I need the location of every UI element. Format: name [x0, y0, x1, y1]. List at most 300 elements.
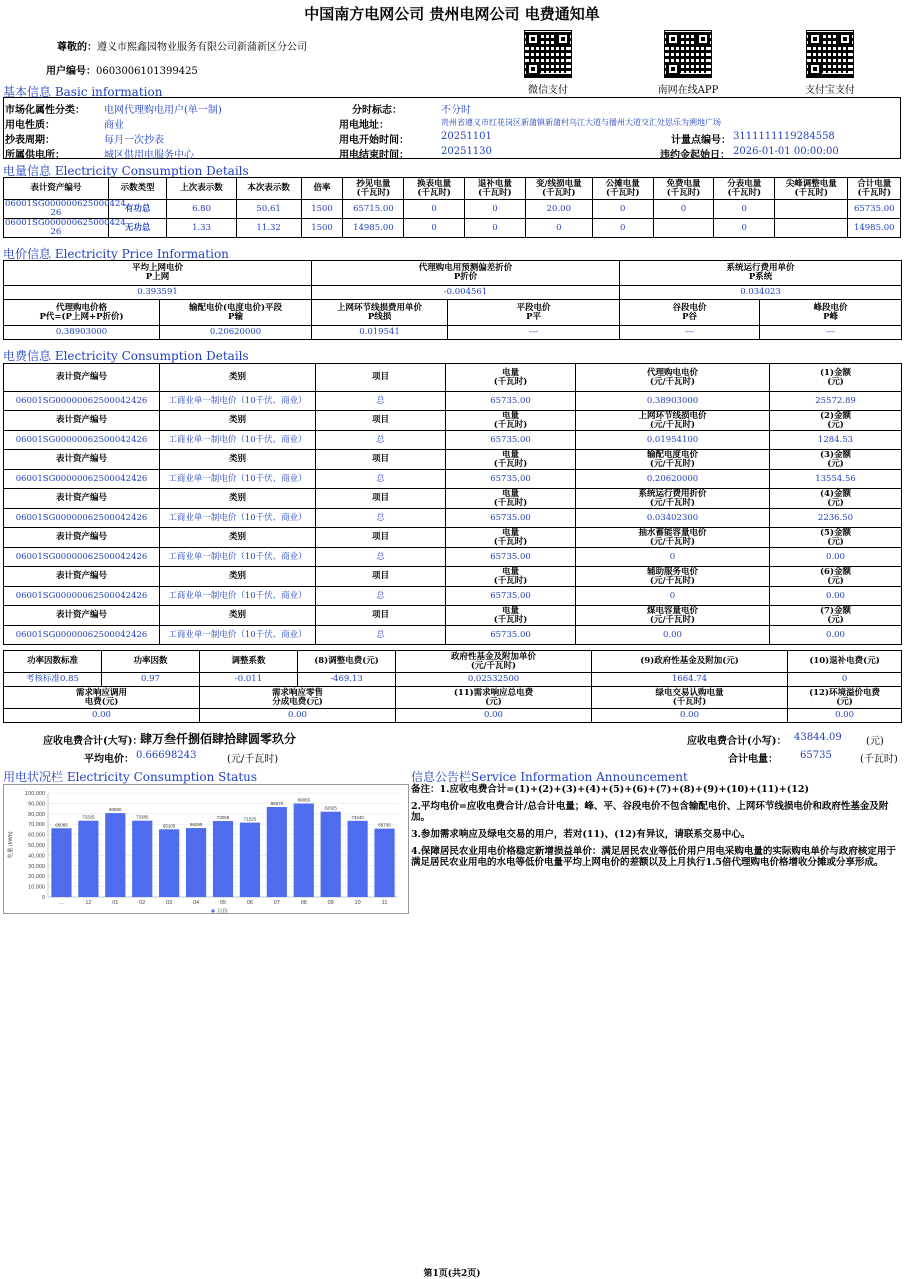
chart-bar: [186, 828, 206, 897]
table-cell: 20.00: [525, 200, 592, 219]
table-cell: 50.61: [236, 200, 301, 219]
x-tick-label: 02: [139, 900, 146, 906]
table-row: [4, 587, 902, 606]
wechat-qr-code[interactable]: [524, 30, 572, 78]
energy-total-value: 65735: [800, 750, 832, 761]
table-cell: 总: [316, 392, 446, 411]
column-header: 上网环节线损费用单价 P线损: [312, 300, 448, 326]
table-cell: 0.034023: [620, 286, 902, 300]
table-row: [4, 567, 902, 587]
chart-bar: [132, 821, 152, 897]
table-cell: 0.00: [4, 709, 200, 723]
x-tick-label: 06: [246, 900, 253, 906]
usage-type-label: 用电性质：: [5, 120, 55, 131]
y-tick-label: 100,000: [25, 791, 45, 797]
table-cell: 65735.00: [446, 626, 576, 645]
basic-info-box: [3, 97, 901, 159]
column-header: 输配电度电价 (元/千瓦时): [576, 450, 770, 470]
table-cell: 总: [316, 470, 446, 489]
column-header: 电量 (千瓦时): [446, 450, 576, 470]
table-cell: 06001SG00000062500042426: [4, 548, 160, 567]
column-header: 平段电价 P平: [448, 300, 620, 326]
table-row: [4, 606, 902, 626]
avg-price-label: 平均电价：: [84, 754, 134, 765]
table-cell: 06001SG000000625000424 26: [5, 218, 126, 237]
notice-list: [411, 784, 901, 874]
table-row: [4, 450, 902, 470]
table-cell: 06001SG00000062500042426: [4, 587, 160, 606]
table-cell: 2236.50: [770, 509, 902, 528]
page-number: 第1页(共2页): [423, 1269, 481, 1279]
table-cell: 总: [316, 587, 446, 606]
tou-value: 不分时: [441, 105, 471, 116]
table-cell: 工商业单一制电价（10千伏、商业）: [160, 431, 316, 450]
customer-name: 遵义市熙鑫园物业服务有限公司新蒲新区分公司: [97, 42, 307, 53]
table-cell: 06001SG00000062500042426: [4, 431, 160, 450]
y-tick-label: 40,000: [28, 853, 45, 860]
csg-app-qr-label: 南网在线APP: [657, 85, 719, 96]
table-cell: 0: [465, 200, 526, 219]
table-cell: 0: [714, 219, 775, 238]
meter-point-value: 3111111119284558: [733, 131, 835, 142]
column-header: (7)金额 (元): [770, 606, 902, 626]
read-cycle-value: 每月一次抄表: [104, 135, 164, 146]
table-row: [4, 673, 902, 687]
y-tick-label: 0: [41, 895, 45, 901]
table-cell: 0: [653, 200, 714, 219]
market-class-label: 市场化属性分类：: [5, 105, 85, 116]
table-row: [4, 200, 901, 219]
station-value: 城区供用电服务中心: [104, 150, 194, 161]
table-row: [4, 411, 902, 431]
table-cell: 0.00: [200, 709, 396, 723]
column-header: 表计资产编号: [4, 606, 160, 626]
table-cell: 06001SG00000062500042426: [4, 509, 160, 528]
table-cell: 0.00: [788, 709, 902, 723]
column-header: (5)金额 (元): [770, 528, 902, 548]
data-label: 82025: [324, 805, 337, 811]
table-cell: 有功总: [108, 200, 167, 219]
table-row: [4, 651, 902, 673]
table-cell: 0.02532500: [396, 673, 592, 687]
notice-section-title: 信息公告栏Service Information Announcement: [411, 770, 688, 784]
table-row: [4, 219, 901, 238]
notice-item: 备注：1.应收电费合计=(1)+(2)+(3)+(4)+(5)+(6)+(7)+(8)+(9)+(10)+(11)+(12): [411, 784, 809, 795]
x-tick-label: 04: [193, 900, 200, 906]
table-cell: 总: [316, 431, 446, 450]
table-row: [4, 626, 902, 645]
energy-total-label: 合计电量：: [728, 754, 778, 765]
table-cell: 工商业单一制电价（10千伏、商业）: [160, 587, 316, 606]
column-header: 电量 (千瓦时): [446, 411, 576, 431]
avg-price-value: 0.66698243: [136, 750, 197, 761]
table-cell: 0.97: [102, 673, 200, 687]
table-cell: 6.80: [167, 200, 236, 219]
table-row: [4, 364, 902, 392]
table-cell: 65735.00: [848, 200, 901, 219]
column-header: 功率因数: [102, 651, 200, 673]
end-time-label: 用电结束时间：: [339, 150, 409, 161]
table-cell: 0: [404, 200, 465, 219]
column-header: 抽水蓄能容量电价 (元/千瓦时): [576, 528, 770, 548]
x-tick-label: 10: [354, 900, 361, 906]
chart-bar: [321, 812, 341, 897]
table-cell: 1664.74: [592, 673, 788, 687]
chart-bar: [348, 821, 368, 897]
y-tick-label: 30,000: [28, 863, 45, 870]
x-tick-label: 03: [166, 900, 173, 906]
notice-item: 3.参加需求响应及绿电交易的用户，若对(11)、(12)有异议，请联系交易中心。: [411, 829, 751, 840]
table-cell: ---: [620, 326, 760, 340]
table-cell: 0.20620000: [576, 470, 770, 489]
column-header: 类别: [160, 567, 316, 587]
energy-total-unit: (千瓦时): [860, 754, 898, 765]
station-label: 所属供电所：: [5, 150, 65, 161]
price-table: [3, 260, 902, 340]
lower-total-label: 应收电费合计(小写)：: [687, 736, 787, 747]
column-header: 辅助服务电价 (元/千瓦时): [576, 567, 770, 587]
table-cell: 0.019541: [312, 326, 448, 340]
data-label: 73240: [351, 814, 364, 820]
table-cell: 总: [316, 509, 446, 528]
table-row: [4, 178, 901, 200]
table-cell: ---: [760, 326, 902, 340]
column-header: 退补电量 (千瓦时): [465, 178, 526, 200]
x-tick-label: ...: [59, 900, 64, 906]
column-header: (8)调整电费(元): [298, 651, 396, 673]
table-row: [4, 709, 902, 723]
chart-bar: [294, 804, 314, 897]
table-cell: 工商业单一制电价（10千伏、商业）: [160, 470, 316, 489]
table-cell: 06001SG00000062500042426: [4, 392, 160, 411]
table-cell: 0.01954100: [576, 431, 770, 450]
page-title: 中国南方电网公司 贵州电网公司 电费通知单: [304, 5, 600, 23]
column-header: 系统运行费用折价 (元/千瓦时): [576, 489, 770, 509]
x-tick-label: 12: [85, 900, 92, 906]
y-tick-label: 90,000: [28, 801, 45, 808]
table-cell: 0.00: [770, 548, 902, 567]
factor-table: [3, 650, 902, 723]
consumption-section-title: 电量信息 Electricity Consumption Details: [3, 164, 249, 178]
table-row: [4, 286, 902, 300]
table-cell: 65715.00: [343, 200, 404, 219]
chart-bar: [374, 829, 394, 897]
y-tick-label: 60,000: [28, 832, 45, 839]
fee-section-title: 电费信息 Electricity Consumption Details: [3, 349, 249, 363]
table-cell: 65735.00: [446, 548, 576, 567]
upper-total-value: 肆万叁仟捌佰肆拾肆圆零玖分: [140, 732, 297, 746]
column-header: 免费电量 (千瓦时): [653, 178, 714, 200]
table-cell: 0.00: [770, 626, 902, 645]
table-cell: 14985.00: [848, 219, 901, 238]
table-cell: 0: [788, 673, 902, 687]
column-header: (12)环境溢价电费 (元): [788, 687, 902, 709]
table-cell: 1.33: [167, 219, 236, 238]
table-cell: 65735.00: [446, 431, 576, 450]
table-cell: [775, 219, 848, 238]
table-cell: 1284.53: [770, 431, 902, 450]
table-row: [4, 687, 902, 709]
lower-total-value: 43844.09: [794, 732, 842, 743]
notice-item: 4.保障居民农业用电价格稳定新增损益单价：满足居民农业等低价用户用电采购电量的实际购电单价与政府核定用于满足居民农业用电的水电等低价电量平均上网电价的差额以及上月执行1.5倍代理购电价格增收分摊或分享形成。: [411, 846, 896, 868]
column-header: 类别: [160, 528, 316, 548]
table-cell: 0: [525, 219, 592, 238]
column-header: 代理购电价格 P代=(P上网+P折价): [4, 300, 160, 326]
column-header: 表计资产编号: [4, 528, 160, 548]
table-cell: [775, 200, 848, 219]
penalty-date-value: 2026-01-01 00:00:00: [733, 146, 839, 157]
chart-svg: [4, 785, 408, 913]
column-header: 倍率: [301, 178, 343, 200]
lower-total-unit: (元): [866, 736, 884, 747]
chart-bar: [267, 807, 287, 897]
column-header: 电量 (千瓦时): [446, 489, 576, 509]
column-header: 谷段电价 P谷: [620, 300, 760, 326]
column-header: 调整系数: [200, 651, 298, 673]
user-no-label: 用户编号：: [46, 66, 96, 77]
column-header: 尖峰调整电量 (千瓦时): [775, 178, 848, 200]
notice-item: 2.平均电价=应收电费合计/总合计电量；峰、平、谷段电价不包含输配电价、上网环节线损电价和政府性基金及附加。: [411, 801, 889, 823]
column-header: 峰段电价 P峰: [760, 300, 902, 326]
y-tick-label: 20,000: [28, 874, 45, 881]
column-header: (4)金额 (元): [770, 489, 902, 509]
x-tick-label: 07: [273, 900, 280, 906]
column-header: 表计资产编号: [4, 364, 160, 392]
table-cell: 0: [576, 548, 770, 567]
meter-point-label: 计量点编号：: [671, 135, 731, 146]
table-cell: 工商业单一制电价（10千伏、商业）: [160, 548, 316, 567]
consumption-table: [3, 177, 901, 238]
data-label: 66290: [189, 822, 203, 828]
column-header: 类别: [160, 606, 316, 626]
avg-price-unit: (元/千瓦时): [227, 754, 279, 765]
table-cell: 0.393591: [4, 286, 312, 300]
address-label: 用电地址：: [339, 120, 389, 131]
column-header: (9)政府性基金及附加(元): [592, 651, 788, 673]
chart-bar: [159, 829, 179, 897]
table-cell: 11.32: [236, 219, 301, 238]
data-label: 65735: [378, 822, 391, 828]
table-cell: 06001SG00000062500042426: [4, 626, 160, 645]
respect-label: 尊敬的：: [57, 42, 97, 53]
table-cell: 工商业单一制电价（10千伏、商业）: [160, 392, 316, 411]
x-tick-label: 05: [219, 900, 227, 906]
column-header: 表计资产编号: [4, 450, 160, 470]
chart-bar: [51, 828, 71, 897]
column-header: 系统运行费用单价 P系统: [620, 261, 902, 286]
table-row: [4, 326, 902, 340]
legend-marker: [211, 909, 214, 912]
user-no: 0603006101399425: [96, 66, 198, 77]
column-header: 代理购电电价 (元/千瓦时): [576, 364, 770, 392]
usage-type-value: 商业: [104, 120, 124, 131]
column-header: 项目: [316, 567, 446, 587]
column-header: 平均上网电价 P上网: [4, 261, 312, 286]
table-cell: 0: [465, 219, 526, 238]
start-time-label: 用电开始时间：: [339, 135, 409, 146]
column-header: 表计资产编号: [4, 489, 160, 509]
basic-section-title: 基本信息 Basic information: [3, 85, 163, 99]
table-cell: 1500: [301, 200, 343, 219]
table-row: [4, 489, 902, 509]
y-tick-label: 70,000: [28, 822, 45, 829]
price-section-title: 电价信息 Electricity Price Information: [3, 247, 229, 261]
column-header: 合计电量 (千瓦时): [848, 178, 901, 200]
table-cell: 0: [576, 587, 770, 606]
table-cell: -469.13: [298, 673, 396, 687]
alipay-qr-label: 支付宝支付: [805, 85, 855, 96]
table-cell: -0.011: [200, 673, 298, 687]
column-header: 类别: [160, 364, 316, 392]
data-label: 73325: [82, 814, 95, 820]
table-cell: 0: [404, 219, 465, 238]
customer-row: [57, 38, 307, 53]
column-header: 需求响应调用 电费(元): [4, 687, 200, 709]
x-tick-label: 01: [112, 900, 119, 906]
column-header: 项目: [316, 364, 446, 392]
table-cell: 1500: [301, 219, 343, 238]
data-label: 86570: [270, 800, 284, 806]
data-label: 73055: [216, 815, 230, 821]
table-row: [4, 509, 902, 528]
legend-label: 月份: [217, 909, 229, 915]
column-header: 输配电价(电度电价)平段 P输: [160, 300, 312, 326]
data-label: 66065: [55, 822, 68, 828]
y-tick-label: 80,000: [28, 811, 45, 818]
table-cell: 14985.00: [343, 219, 404, 238]
table-cell: 0: [714, 200, 775, 219]
column-header: (6)金额 (元): [770, 567, 902, 587]
column-header: 需求响应零售 分成电费(元): [200, 687, 396, 709]
table-cell: 65735.00: [446, 587, 576, 606]
table-cell: 65735.00: [446, 392, 576, 411]
table-cell: 0.00: [770, 587, 902, 606]
y-axis-label: 电量 (kWh): [8, 831, 14, 859]
table-row: [4, 392, 902, 411]
wechat-qr-label: 微信支付: [528, 85, 568, 96]
column-header: (11)需求响应总电费 (元): [396, 687, 592, 709]
fee-table: [3, 363, 902, 645]
table-cell: 工商业单一制电价（10千伏、商业）: [160, 626, 316, 645]
column-header: 表计资产编号: [4, 178, 109, 200]
table-cell: [653, 219, 714, 238]
column-header: 表计资产编号: [4, 567, 160, 587]
table-cell: 25572.89: [770, 392, 902, 411]
table-cell: ---: [448, 326, 620, 340]
table-cell: 考核标准0.85: [4, 673, 102, 687]
tou-label: 分时标志：: [352, 105, 402, 116]
user-no-row: [46, 62, 198, 77]
column-header: 抄见电量 (千瓦时): [343, 178, 404, 200]
column-header: 电量 (千瓦时): [446, 606, 576, 626]
chart-bar: [240, 823, 260, 897]
column-header: 电量 (千瓦时): [446, 364, 576, 392]
read-cycle-label: 抄表周期：: [5, 135, 55, 146]
table-cell: 0.03402300: [576, 509, 770, 528]
data-label: 65105: [162, 823, 176, 829]
column-header: 变/线损电量 (千瓦时): [525, 178, 592, 200]
upper-total-label: 应收电费合计(大写)：: [43, 736, 143, 747]
table-cell: 0.00: [576, 626, 770, 645]
address-value: 贵州省遵义市红花岗区新蒲镇新蒲村乌江大道与播州大道交汇处思乐为溯地广场: [441, 118, 721, 127]
table-cell: 无功总: [108, 219, 167, 238]
table-row: [4, 300, 902, 326]
data-label: 89855: [297, 797, 311, 803]
chart-bar: [78, 821, 98, 897]
x-tick-label: 11: [381, 900, 388, 906]
x-tick-label: 09: [327, 900, 334, 906]
csg-app-qr-code[interactable]: [664, 30, 712, 78]
column-header: 项目: [316, 411, 446, 431]
table-cell: 0.20620000: [160, 326, 312, 340]
column-header: (1)金额 (元): [770, 364, 902, 392]
column-header: 类别: [160, 450, 316, 470]
chart-bar: [105, 813, 125, 897]
column-header: 上网环节线损电价 (元/千瓦时): [576, 411, 770, 431]
start-time-value: 20251101: [441, 131, 492, 142]
table-cell: 总: [316, 626, 446, 645]
column-header: 分表电量 (千瓦时): [714, 178, 775, 200]
data-label: 73385: [135, 814, 149, 820]
column-header: (2)金额 (元): [770, 411, 902, 431]
table-row: [4, 528, 902, 548]
table-row: [4, 548, 902, 567]
consumption-chart: [3, 784, 409, 914]
table-cell: 总: [316, 548, 446, 567]
column-header: 煤电容量电价 (元/千瓦时): [576, 606, 770, 626]
column-header: 项目: [316, 489, 446, 509]
column-header: 电量 (千瓦时): [446, 567, 576, 587]
x-tick-label: 08: [300, 900, 307, 906]
table-row: [4, 261, 902, 286]
table-cell: 13554.56: [770, 470, 902, 489]
column-header: 示数类型: [108, 178, 167, 200]
column-header: (10)退补电费(元): [788, 651, 902, 673]
column-header: 政府性基金及附加单价 (元/千瓦时): [396, 651, 592, 673]
penalty-date-label: 违约金起始日：: [660, 150, 730, 161]
y-tick-label: 10,000: [28, 884, 45, 891]
column-header: 类别: [160, 411, 316, 431]
table-cell: 06001SG000000625000424 26: [5, 199, 126, 218]
table-cell: 65735.00: [446, 470, 576, 489]
column-header: 代理购电用预测偏差折价 P折价: [312, 261, 620, 286]
data-label: 80690: [109, 807, 122, 813]
table-row: [4, 431, 902, 450]
market-class-value: 电网代理购电用户(单一制): [104, 105, 222, 116]
data-label: 71525: [243, 816, 257, 822]
table-cell: 0.38903000: [576, 392, 770, 411]
table-cell: -0.004561: [312, 286, 620, 300]
end-time-value: 20251130: [441, 146, 492, 157]
column-header: 项目: [316, 528, 446, 548]
table-cell: 0: [592, 219, 653, 238]
column-header: 绿电交易认购电量 (千瓦时): [592, 687, 788, 709]
column-header: 表计资产编号: [4, 411, 160, 431]
table-cell: 0.00: [592, 709, 788, 723]
column-header: 上次表示数: [167, 178, 236, 200]
table-row: [4, 470, 902, 489]
alipay-qr-code[interactable]: [806, 30, 854, 78]
column-header: 项目: [316, 450, 446, 470]
column-header: 本次表示数: [236, 178, 301, 200]
table-cell: 0.38903000: [4, 326, 160, 340]
status-section-title: 用电状况栏 Electricity Consumption Status: [3, 770, 258, 784]
column-header: 项目: [316, 606, 446, 626]
column-header: 换表电量 (千瓦时): [404, 178, 465, 200]
column-header: 功率因数标准: [4, 651, 102, 673]
column-header: 公摊电量 (千瓦时): [592, 178, 653, 200]
column-header: 类别: [160, 489, 316, 509]
